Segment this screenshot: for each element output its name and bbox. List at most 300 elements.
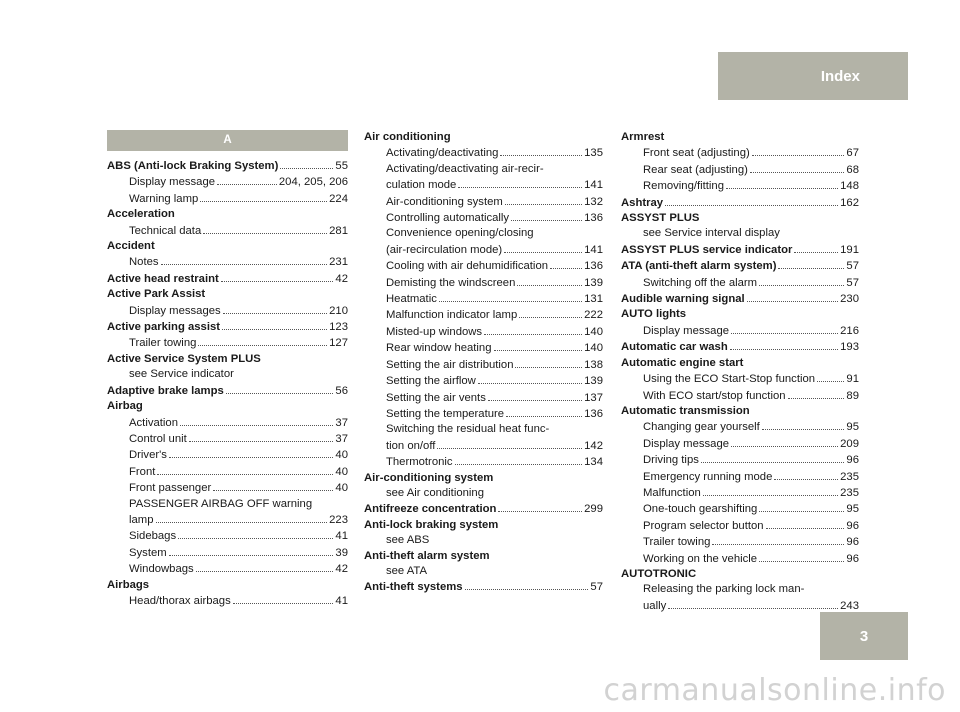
page-reference: 39: [335, 546, 348, 559]
entry-label: Air-conditioning system: [386, 195, 503, 208]
page-reference: 162: [840, 196, 859, 209]
index-heading-entry: [621, 258, 859, 274]
entry-label: Sidebags: [129, 530, 177, 543]
index-subentry: [364, 226, 603, 241]
index-heading-entry: [364, 471, 603, 486]
page-reference: 136: [584, 212, 603, 225]
index-column-1: [107, 130, 348, 609]
index-subentry: [621, 162, 859, 178]
entry-label: Anti-lock braking system: [364, 518, 499, 531]
page-reference: 193: [840, 341, 859, 354]
entry-label: ASSYST PLUS: [621, 212, 700, 225]
leader-dots: [222, 319, 327, 330]
page-reference: 67: [846, 147, 859, 160]
leader-dots: [439, 291, 582, 302]
leader-dots: [668, 598, 838, 609]
index-heading-entry: [364, 549, 603, 564]
entry-label: Audible warning signal: [621, 293, 745, 306]
leader-dots: [478, 373, 582, 384]
index-heading-entry: [107, 207, 348, 222]
entry-label: PASSENGER AIRBAG OFF warning: [129, 497, 313, 510]
leader-dots: [484, 324, 582, 335]
page-reference: 40: [335, 465, 348, 478]
leader-dots: [198, 335, 327, 346]
entry-label: Automatic car wash: [621, 341, 728, 354]
entry-label: Driving tips: [643, 454, 699, 467]
page-reference: 127: [329, 337, 348, 350]
entry-label: Head/thorax airbags: [129, 594, 231, 607]
index-subentry: [364, 210, 603, 226]
page-reference: 42: [335, 563, 348, 576]
index-subentry: [107, 223, 348, 239]
leader-dots: [759, 551, 844, 562]
entry-label: Armrest: [621, 131, 665, 143]
index-subentry: [107, 254, 348, 270]
entry-label: Automatic transmission: [621, 404, 750, 417]
entry-label: Display message: [643, 437, 730, 450]
entry-label: Convenience opening/closing: [386, 227, 534, 240]
index-subentry: [107, 561, 348, 577]
page-reference: 41: [335, 594, 348, 607]
leader-dots: [712, 534, 844, 545]
entry-label: Antifreeze concentration: [364, 503, 497, 516]
index-subentry: [364, 162, 603, 177]
entry-label: Automatic engine start: [621, 356, 744, 369]
page-reference: 191: [840, 243, 859, 256]
page-reference: 57: [846, 260, 859, 273]
page-reference: 40: [335, 482, 348, 495]
index-subentry: [364, 291, 603, 307]
entry-label: Using the ECO Start-Stop function: [643, 373, 816, 386]
leader-dots: [200, 191, 327, 202]
index-heading-entry: [621, 404, 859, 419]
entry-label: Malfunction: [643, 486, 701, 499]
index-heading-entry: [107, 271, 348, 287]
index-subentry: [364, 275, 603, 291]
section-title: Index: [820, 67, 860, 85]
leader-dots: [280, 158, 333, 169]
entry-label: ASSYST PLUS service indicator: [621, 243, 793, 256]
page-reference: 56: [335, 384, 348, 397]
entry-label: Accident: [107, 240, 155, 253]
page-reference: 131: [584, 293, 603, 306]
index-subentry: [107, 191, 348, 207]
page-reference: 243: [840, 599, 859, 612]
index-subentry: [364, 438, 603, 454]
entry-label: see Service interval display: [643, 227, 780, 240]
index-heading-entry: [621, 567, 859, 582]
page-reference: 96: [846, 519, 859, 532]
index-heading-entry: [621, 195, 859, 211]
page-reference: 299: [584, 503, 603, 516]
index-subentry: [364, 307, 603, 323]
entry-label: Air conditioning: [364, 131, 451, 143]
page-reference: 37: [335, 416, 348, 429]
index-heading-entry: [621, 211, 859, 226]
page-reference: 41: [335, 530, 348, 543]
leader-dots: [778, 258, 844, 269]
leader-dots: [762, 419, 845, 430]
index-subentry: [364, 486, 603, 501]
entry-label: ABS (Anti-lock Braking System): [107, 160, 279, 172]
index-heading-entry: [107, 239, 348, 254]
leader-dots: [519, 307, 582, 318]
index-heading-entry: [364, 130, 603, 145]
leader-dots: [730, 339, 838, 350]
index-subentry: [621, 323, 859, 339]
entry-label: Display message: [643, 324, 730, 337]
page-reference: 96: [846, 454, 859, 467]
entry-label: Anti-theft systems: [364, 581, 463, 594]
page-reference: 223: [329, 513, 348, 526]
page-reference: 209: [840, 437, 859, 450]
leader-dots: [752, 145, 845, 156]
page-reference: 89: [846, 389, 859, 402]
entry-label: Misted-up windows: [386, 325, 483, 338]
leader-dots: [488, 390, 582, 401]
page-reference: 96: [846, 552, 859, 565]
page-reference: 139: [584, 375, 603, 388]
index-heading-entry: [107, 578, 348, 593]
entry-label: Thermotronic: [386, 456, 453, 469]
entry-label: see Service indicator: [129, 368, 234, 381]
entry-label: Display message: [129, 176, 216, 189]
entry-label: Program selector button: [643, 519, 764, 532]
entry-label: tion on/off: [386, 439, 436, 452]
entry-label: Switching the residual heat func-: [386, 423, 550, 436]
entry-label: AUTO lights: [621, 308, 687, 321]
index-subentry: [107, 335, 348, 351]
index-subentry: [364, 177, 603, 193]
entry-label: Active parking assist: [107, 321, 221, 334]
page-reference: 230: [840, 293, 859, 306]
index-subentry: [107, 497, 348, 512]
entry-label: Trailer towing: [129, 337, 197, 350]
entry-label: Acceleration: [107, 208, 175, 221]
page-reference: 140: [584, 342, 603, 355]
leader-dots: [747, 291, 838, 302]
leader-dots: [511, 210, 582, 221]
leader-dots: [703, 485, 838, 496]
entry-label: ually: [643, 599, 667, 612]
leader-dots: [665, 195, 838, 206]
index-subentry: [107, 512, 348, 528]
leader-dots: [726, 178, 838, 189]
page-reference: 91: [846, 373, 859, 386]
leader-dots: [437, 438, 582, 449]
entry-label: Activating/deactivating: [386, 147, 499, 160]
index-subentry: [364, 533, 603, 548]
page-reference: 216: [840, 324, 859, 337]
leader-dots: [759, 501, 844, 512]
entry-label: Emergency running mode: [643, 470, 773, 483]
page-reference: 136: [584, 407, 603, 420]
leader-dots: [157, 464, 333, 475]
leader-dots: [788, 388, 845, 399]
index-subentry: [621, 485, 859, 501]
index-subentry: [621, 501, 859, 517]
index-subentry: [621, 371, 859, 387]
entry-label: ATA (anti-theft alarm system): [621, 260, 777, 273]
leader-dots: [178, 528, 333, 539]
page-reference: 138: [584, 358, 603, 371]
entry-label: Removing/fitting: [643, 180, 724, 193]
leader-dots: [217, 174, 277, 185]
page-reference: 281: [329, 224, 348, 237]
index-subentry: [107, 545, 348, 561]
entry-label: Technical data: [129, 224, 202, 237]
index-heading-entry: [107, 158, 348, 174]
page-reference: 231: [329, 256, 348, 269]
entry-label: Trailer towing: [643, 536, 711, 549]
index-heading-entry: [621, 130, 859, 145]
page-reference: 37: [335, 432, 348, 445]
index-heading-entry: [107, 383, 348, 399]
index-heading-entry: [364, 579, 603, 595]
index-subentry: [621, 598, 859, 614]
entry-label: Front passenger: [129, 482, 212, 495]
watermark: carmanualsonline.info: [603, 673, 946, 708]
index-subentry: [107, 464, 348, 480]
index-subentry: [621, 518, 859, 534]
page-reference: 235: [840, 486, 859, 499]
entry-label: see ABS: [386, 534, 430, 547]
entry-label: Controlling automatically: [386, 212, 510, 225]
page-reference: 224: [329, 192, 348, 205]
leader-dots: [203, 223, 327, 234]
index-subentry: [364, 564, 603, 579]
index-heading-entry: [621, 339, 859, 355]
entry-label: Notes: [129, 256, 159, 269]
index-subentry: [364, 340, 603, 356]
index-heading-entry: [364, 518, 603, 533]
index-subentry: [364, 145, 603, 161]
entry-label: Demisting the windscreen: [386, 276, 516, 289]
index-subentry: [364, 390, 603, 406]
index-subentry: [621, 178, 859, 194]
leader-dots: [189, 431, 334, 442]
entry-label: Front: [129, 465, 156, 478]
page-reference: 132: [584, 195, 603, 208]
index-subentry: [107, 480, 348, 496]
leader-dots: [494, 340, 583, 351]
index-subentry: [107, 367, 348, 382]
entry-label: Control unit: [129, 432, 187, 445]
index-subentry: [107, 415, 348, 431]
entry-label: Changing gear yourself: [643, 421, 760, 434]
index-heading-entry: [107, 399, 348, 414]
index-subentry: [621, 419, 859, 435]
entry-label: Heatmatic: [386, 293, 437, 306]
leader-dots: [233, 593, 334, 604]
index-subentry: [621, 388, 859, 404]
page-reference: 142: [584, 439, 603, 452]
page-reference: 57: [846, 276, 859, 289]
leader-dots: [794, 242, 838, 253]
entry-label: lamp: [129, 513, 154, 526]
index-heading-entry: [107, 287, 348, 302]
entry-label: Display messages: [129, 304, 221, 317]
index-subentry: [621, 275, 859, 291]
index-heading-entry: [107, 319, 348, 335]
leader-dots: [500, 145, 582, 156]
entry-label: Setting the airflow: [386, 375, 476, 388]
page-reference: 210: [329, 304, 348, 317]
leader-dots: [766, 518, 845, 529]
section-title-tab: [718, 52, 908, 100]
entry-label: Airbag: [107, 400, 143, 413]
leader-dots: [774, 469, 838, 480]
entry-label: Anti-theft alarm system: [364, 549, 490, 562]
leader-dots: [750, 162, 845, 173]
page-reference: 204, 205, 206: [278, 176, 348, 189]
entry-label: Activation: [129, 416, 178, 429]
entry-label: Working on the vehicle: [643, 552, 758, 565]
page-reference: 135: [584, 147, 603, 160]
page-reference: 55: [335, 160, 348, 172]
leader-dots: [506, 406, 582, 417]
entry-label: Switching off the alarm: [643, 276, 758, 289]
index-heading-entry: [621, 242, 859, 258]
entry-label: Setting the air vents: [386, 391, 486, 404]
index-subentry: [107, 447, 348, 463]
leader-dots: [731, 436, 838, 447]
index-subentry: [364, 454, 603, 470]
leader-dots: [221, 271, 334, 282]
entry-label: Active head restraint: [107, 272, 219, 285]
leader-dots: [156, 512, 328, 523]
index-column-3: [621, 130, 859, 614]
entry-label: Rear seat (adjusting): [643, 163, 748, 176]
leader-dots: [550, 258, 582, 269]
entry-label: Rear window heating: [386, 342, 492, 355]
entry-label: (air-recirculation mode): [386, 243, 503, 256]
entry-label: Front seat (adjusting): [643, 147, 750, 160]
index-subentry: [364, 324, 603, 340]
entry-label: Setting the air distribution: [386, 358, 514, 371]
entry-label: Releasing the parking lock man-: [643, 583, 805, 596]
entry-label: see Air conditioning: [386, 486, 484, 499]
index-heading-entry: [621, 356, 859, 371]
leader-dots: [515, 357, 582, 368]
leader-dots: [517, 275, 582, 286]
page-reference: 134: [584, 456, 603, 469]
leader-dots: [223, 303, 327, 314]
page-reference: 136: [584, 260, 603, 273]
index-subentry: [621, 226, 859, 241]
entry-label: Activating/deactivating air-recir-: [386, 162, 544, 175]
page-reference: 148: [840, 180, 859, 193]
leader-dots: [161, 254, 328, 265]
leader-dots: [504, 242, 582, 253]
leader-dots: [169, 447, 333, 458]
leader-dots: [458, 177, 582, 188]
index-subentry: [364, 242, 603, 258]
page-reference: 95: [846, 421, 859, 434]
index-subentry: [621, 582, 859, 597]
index-subentry: [621, 145, 859, 161]
index-subentry: [364, 373, 603, 389]
entry-label: Adaptive brake lamps: [107, 384, 224, 397]
leader-dots: [701, 452, 845, 463]
index-subentry: [364, 194, 603, 210]
index-subentry: [107, 593, 348, 609]
leader-dots: [213, 480, 333, 491]
index-subentry: [364, 357, 603, 373]
page-reference: 235: [840, 470, 859, 483]
entry-label: Setting the temperature: [386, 407, 505, 420]
page-reference: 57: [590, 581, 603, 594]
leader-dots: [731, 323, 838, 334]
index-subentry: [621, 469, 859, 485]
leader-dots: [498, 501, 582, 512]
index-subentry: [107, 431, 348, 447]
index-subentry: [107, 303, 348, 319]
index-subentry: [621, 551, 859, 567]
entry-label: AUTOTRONIC: [621, 567, 697, 580]
entry-label: Air-conditioning system: [364, 471, 494, 484]
leader-dots: [759, 275, 844, 286]
page-reference: 95: [846, 503, 859, 516]
index-heading-entry: [621, 291, 859, 307]
index-heading-entry: [107, 352, 348, 367]
entry-label: Windowbags: [129, 563, 194, 576]
entry-label: Cooling with air dehumidification: [386, 260, 549, 273]
entry-label: One-touch gearshifting: [643, 503, 758, 516]
entry-label: Driver's: [129, 449, 167, 462]
leader-dots: [180, 415, 333, 426]
page-reference: 137: [584, 391, 603, 404]
page-reference: 40: [335, 449, 348, 462]
page-reference: 141: [584, 179, 603, 192]
index-subentry: [364, 422, 603, 437]
index-subentry: [364, 406, 603, 422]
entry-label: Airbags: [107, 578, 150, 591]
leader-dots: [817, 371, 844, 382]
entry-label: With ECO start/stop function: [643, 389, 786, 402]
page-reference: 96: [846, 536, 859, 549]
index-heading-entry: [364, 501, 603, 517]
entry-label: Ashtray: [621, 196, 664, 209]
page-number-tab: [820, 612, 908, 660]
entry-label: Malfunction indicator lamp: [386, 309, 518, 322]
page-reference: 42: [335, 272, 348, 285]
index-subentry: [621, 436, 859, 452]
leader-dots: [196, 561, 334, 572]
entry-label: Active Park Assist: [107, 288, 206, 301]
leader-dots: [465, 579, 589, 590]
page-edge-bar: [908, 0, 960, 712]
entry-label: culation mode: [386, 179, 457, 192]
page-reference: 123: [329, 321, 348, 334]
index-column-2: [364, 130, 603, 596]
index-subentry: [621, 534, 859, 550]
page-reference: 68: [846, 163, 859, 176]
page-reference: 222: [584, 309, 603, 322]
leader-dots: [505, 194, 582, 205]
entry-label: System: [129, 546, 167, 559]
index-subentry: [107, 528, 348, 544]
index-subentry: [621, 452, 859, 468]
entry-label: see ATA: [386, 564, 428, 577]
page-reference: 140: [584, 325, 603, 338]
page-number: 3: [859, 627, 869, 645]
letter-heading: A: [107, 130, 348, 151]
leader-dots: [169, 545, 334, 556]
leader-dots: [455, 454, 583, 465]
index-subentry: [364, 258, 603, 274]
entry-label: Warning lamp: [129, 192, 199, 205]
